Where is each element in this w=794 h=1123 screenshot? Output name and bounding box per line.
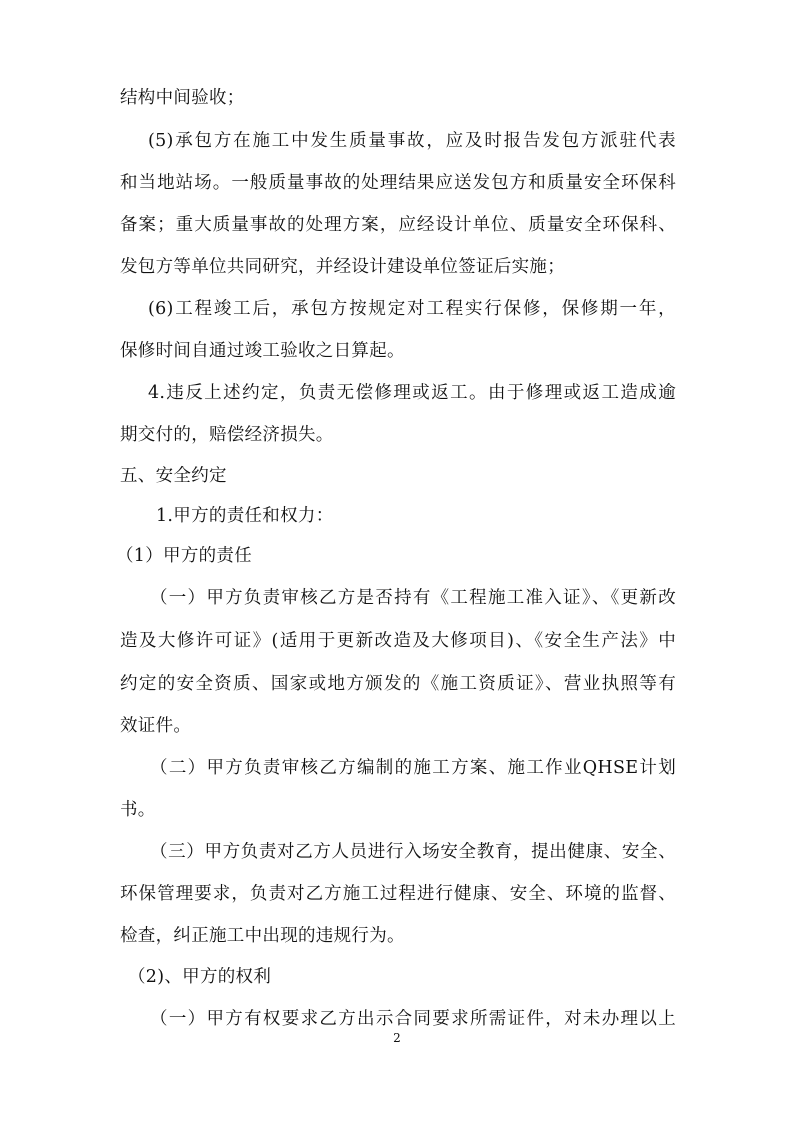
text-line-1: 结构中间验收； [120, 88, 245, 108]
text-line-19: （三）甲方负责对乙方人员进行入场安全教育，提出健康、安全、 [150, 842, 676, 862]
subsection-heading: 1.甲方的责任和权力： [156, 506, 334, 526]
text-line-3: 和当地站场。一般质量事故的处理结果应送发包方和质量安全环保科 [120, 173, 676, 193]
clause-heading-2: （2)、甲方的权利 [128, 967, 272, 987]
text-line-20: 环保管理要求，负责对乙方施工过程进行健康、安全、环境的监督、 [120, 884, 676, 904]
text-line-15: 约定的安全资质、国家或地方颁发的《施工资质证》、营业执照等有 [120, 674, 676, 694]
text-line-9: 期交付的，赔偿经济损失。 [120, 425, 334, 445]
section-heading: 五、安全约定 [120, 466, 227, 486]
text-line-23: （一）甲方有权要求乙方出示合同要求所需证件，对未办理以上 [150, 1009, 676, 1029]
text-line-17: （二）甲方负责审核乙方编制的施工方案、施工作业QHSE计划 [150, 758, 676, 778]
text-line-4: 备案；重大质量事故的处理方案，应经设计单位、质量安全环保科、 [120, 215, 676, 235]
text-line-2: (5)承包方在施工中发生质量事故，应及时报告发包方派驻代表 [148, 131, 676, 151]
text-line-13: （一）甲方负责审核乙方是否持有《工程施工准入证》、《更新改 [150, 588, 676, 608]
text-line-7: 保修时间自通过竣工验收之日算起。 [120, 341, 405, 361]
clause-heading-1: （1）甲方的责任 [116, 546, 253, 566]
page-number: 2 [393, 1031, 401, 1045]
text-line-5: 发包方等单位共同研究，并经设计建设单位签证后实施； [120, 257, 565, 277]
text-line-16: 效证件。 [120, 716, 192, 736]
text-line-14: 造及大修许可证》(适用于更新改造及大修项目)、《安全生产法》中 [120, 631, 676, 651]
text-line-21: 检查，纠正施工中出现的违规行为。 [120, 926, 405, 946]
text-line-8: 4.违反上述约定，负责无偿修理或返工。由于修理或返工造成逾 [148, 383, 676, 403]
text-line-6: (6)工程竣工后，承包方按规定对工程实行保修，保修期一年， [148, 299, 676, 319]
text-line-18: 书。 [120, 800, 156, 820]
